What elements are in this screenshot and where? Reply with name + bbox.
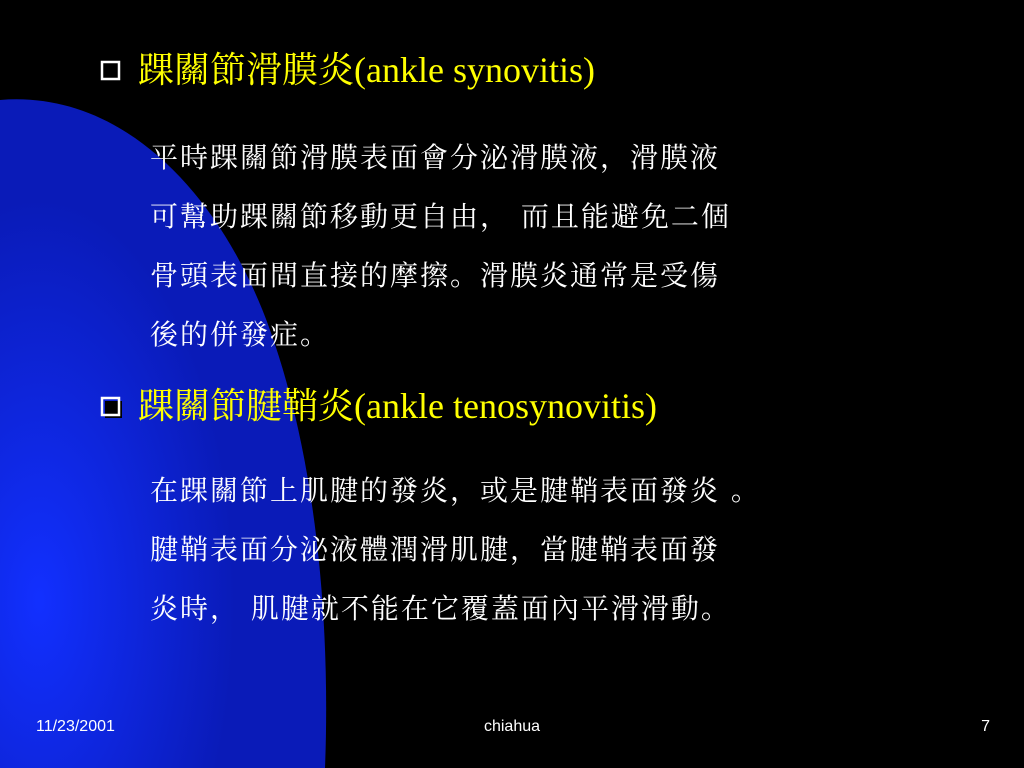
section-2-heading bbox=[100, 384, 657, 429]
section-1-body bbox=[150, 128, 950, 364]
footer-date: 11/23/2001 bbox=[36, 718, 115, 735]
section-1-line-3: 骨頭表面間直接的摩擦。滑膜炎通常是受傷 bbox=[150, 259, 721, 292]
section-1-title-zh: 踝關節滑膜炎 bbox=[138, 50, 355, 91]
hollow-square-bullet-icon bbox=[100, 396, 124, 420]
footer-author: chiahua bbox=[483, 718, 541, 735]
section-1-line-1: 平時踝關節滑膜表面會分泌滑膜液，滑膜液 bbox=[150, 141, 721, 174]
section-1-line-4: 後的併發症。 bbox=[150, 318, 331, 351]
section-1-title-en: (ankle synovitis) bbox=[354, 50, 595, 90]
section-1-line-2: 可幫助踝關節移動更自由， 而且能避免二個 bbox=[150, 200, 731, 233]
section-2-title-en: (ankle tenosynovitis) bbox=[354, 386, 657, 426]
section-2-line-3: 炎時， 肌腱就不能在它覆蓋面內平滑滑動。 bbox=[150, 592, 731, 625]
section-2-line-2: 腱鞘表面分泌液體潤滑肌腱，當腱鞘表面發 bbox=[150, 533, 721, 566]
footer-page-number: 7 bbox=[981, 718, 990, 735]
section-2-title-zh: 踝關節腱鞘炎 bbox=[138, 386, 355, 427]
section-1-heading bbox=[100, 48, 595, 93]
section-2-body bbox=[150, 461, 950, 638]
section-2-line-1: 在踝關節上肌腱的發炎，或是腱鞘表面發炎 。 bbox=[150, 474, 761, 507]
hollow-square-bullet-icon bbox=[100, 60, 124, 84]
